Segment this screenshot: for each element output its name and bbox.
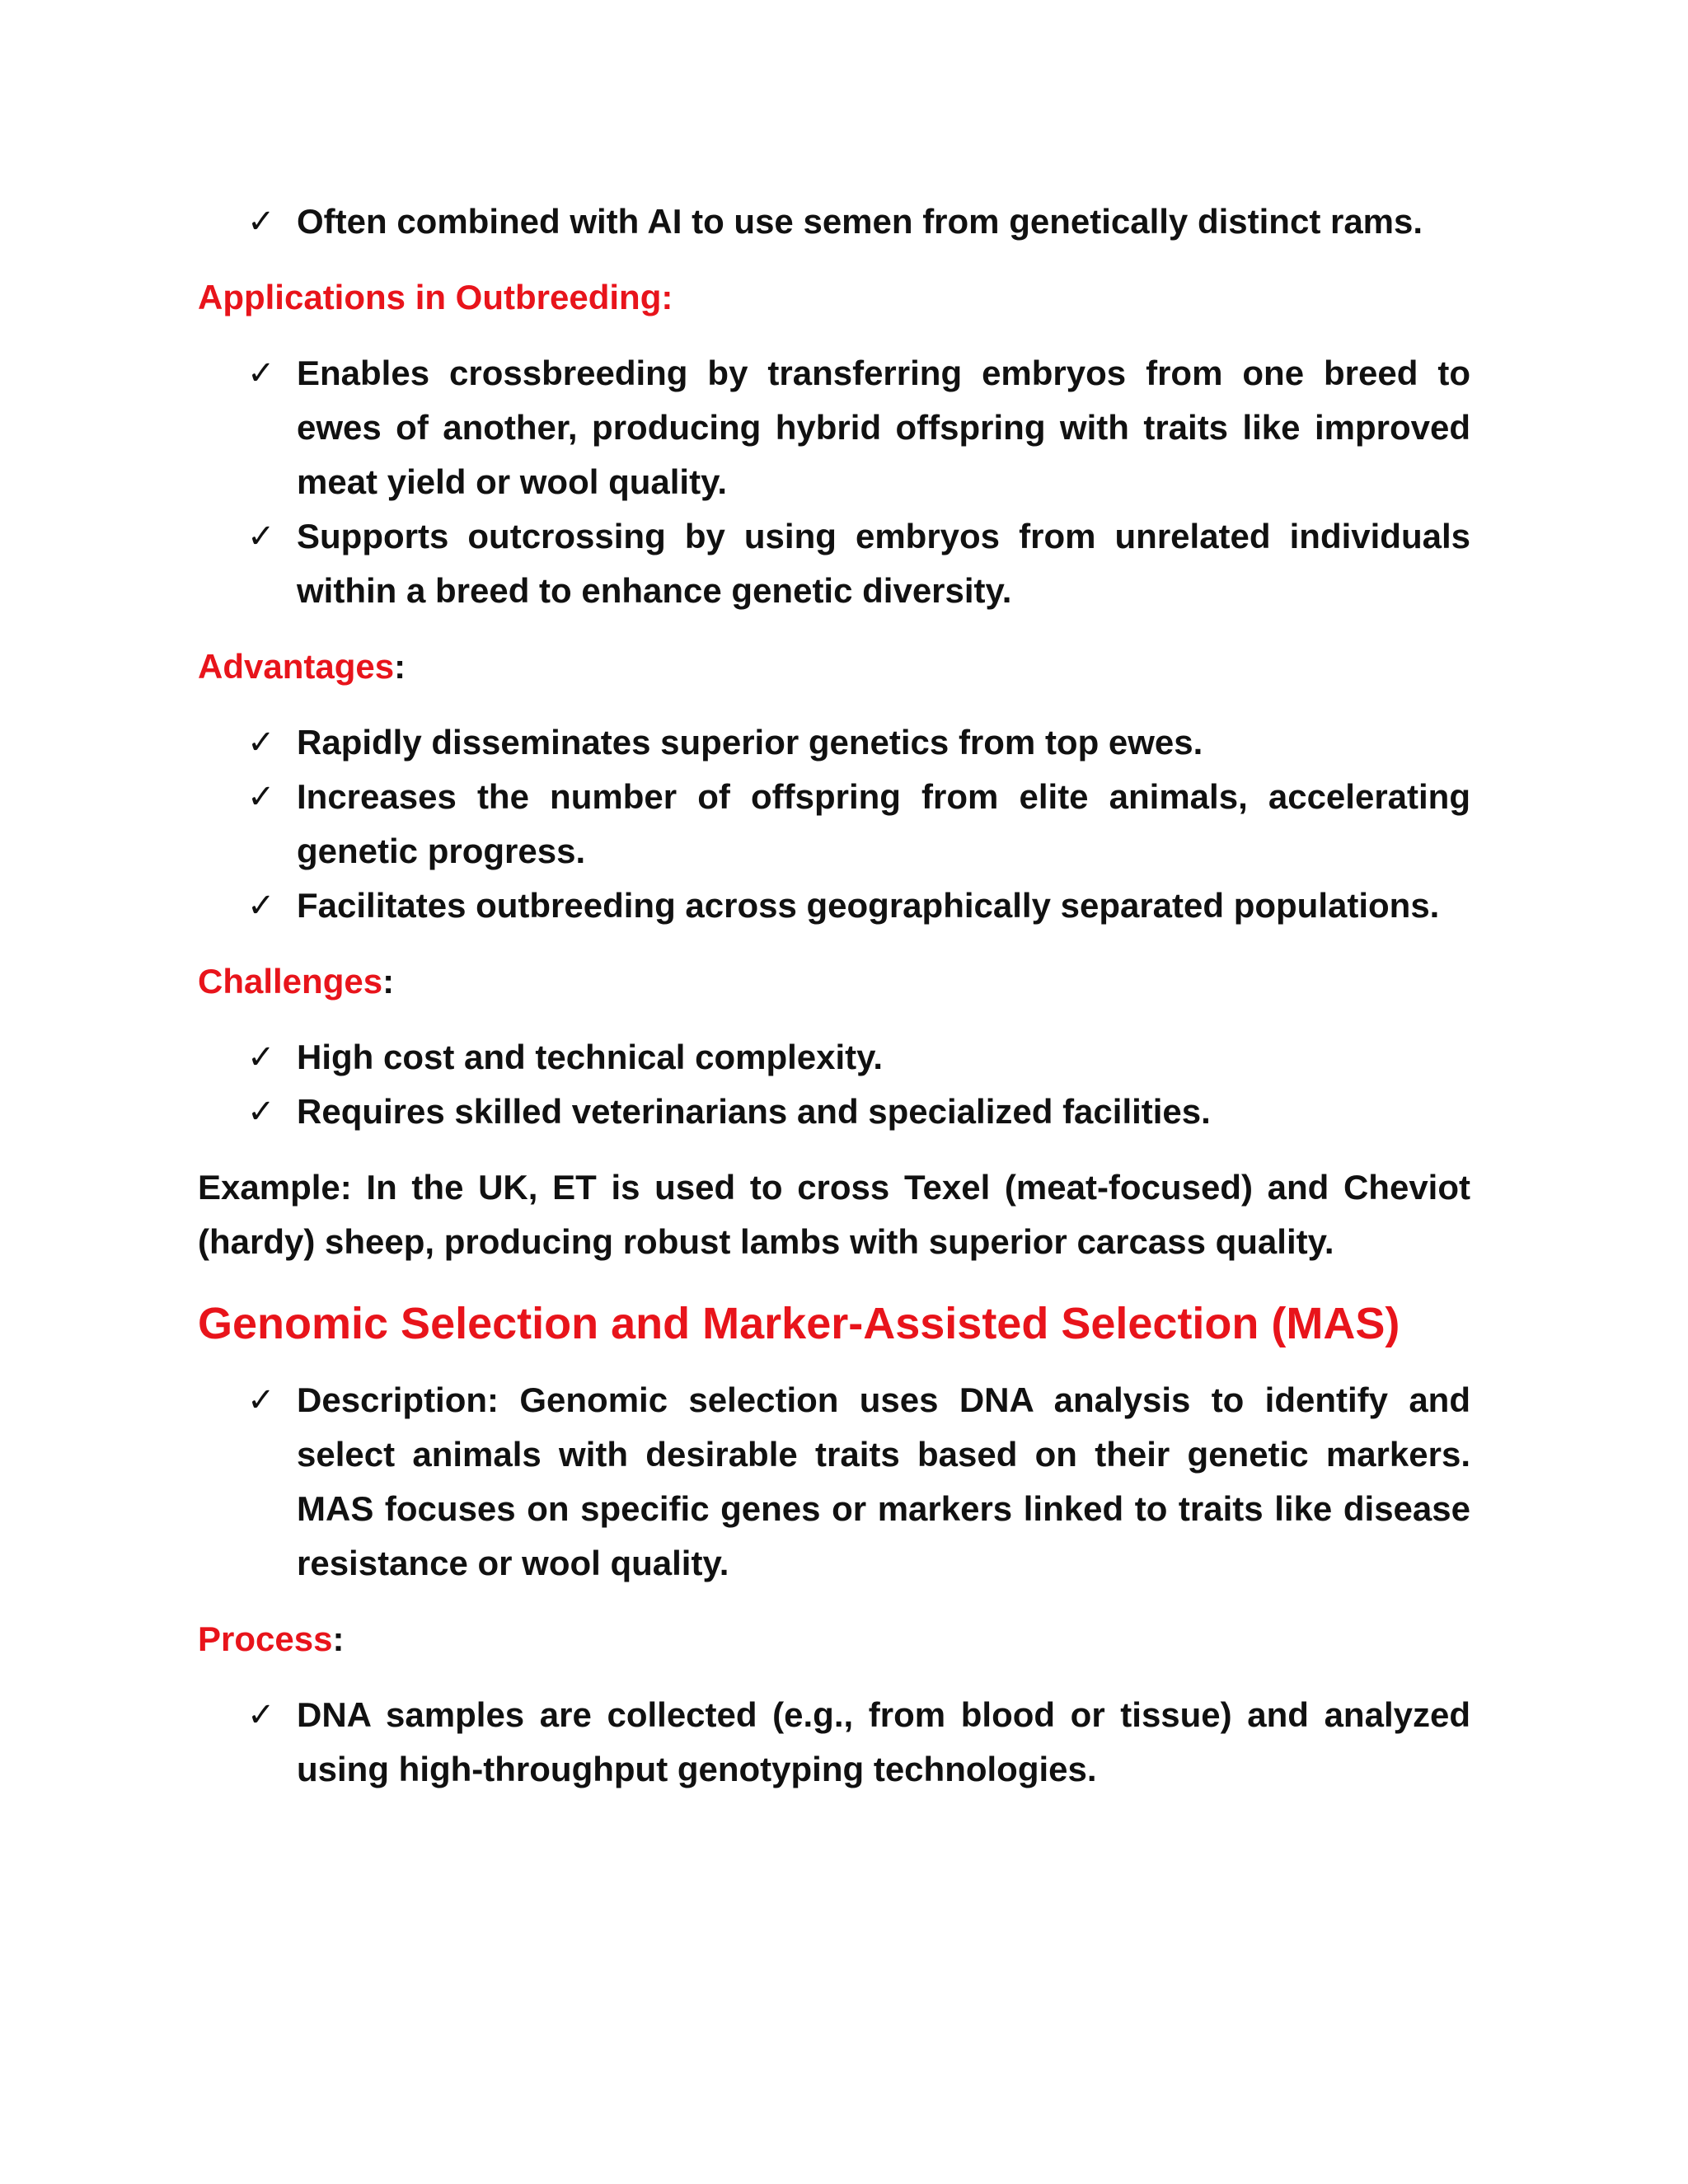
list-item bbox=[198, 1085, 1470, 1139]
heading-colon: : bbox=[332, 1619, 345, 1658]
list-item-text: Supports outcrossing by using embryos from unrelated individuals within a breed to enhance genetic diversity. bbox=[297, 517, 1470, 610]
top-checklist bbox=[198, 194, 1470, 249]
advantages-heading bbox=[198, 640, 1470, 694]
process-heading bbox=[198, 1612, 1470, 1666]
advantages-heading-label: Advantages bbox=[198, 647, 395, 686]
list-item-text: Enables crossbreeding by transferring embryos from one breed to ewes of another, producing hybrid offspring with traits like improved meat yield or wool quality. bbox=[297, 354, 1470, 501]
list-item bbox=[198, 509, 1470, 618]
example-paragraph: Example: In the UK, ET is used to cross Texel (meat-focused) and Cheviot (hardy) sheep, producing robust lambs with superior carcass quality. bbox=[198, 1168, 1470, 1261]
list-item bbox=[198, 879, 1470, 933]
check-mark-icon: ✓ bbox=[247, 1038, 275, 1076]
list-item bbox=[198, 1373, 1470, 1591]
challenges-heading-label: Challenges bbox=[198, 962, 383, 1001]
genomic-list bbox=[198, 1373, 1470, 1591]
list-item-text: Requires skilled veterinarians and specialized facilities. bbox=[297, 1092, 1211, 1131]
list-item-text: Often combined with AI to use semen from genetically distinct rams. bbox=[297, 202, 1423, 241]
document-page bbox=[198, 194, 1470, 1818]
section-title: Genomic Selection and Marker-Assisted Selection (MAS) bbox=[198, 1299, 1400, 1348]
check-mark-icon: ✓ bbox=[247, 724, 275, 762]
check-mark-icon: ✓ bbox=[247, 887, 275, 925]
list-item bbox=[198, 770, 1470, 879]
challenges-heading bbox=[198, 954, 1470, 1009]
process-heading-label: Process bbox=[198, 1619, 333, 1658]
applications-list bbox=[198, 346, 1470, 618]
heading-colon: : bbox=[394, 647, 406, 686]
list-item bbox=[198, 1030, 1470, 1085]
check-mark-icon: ✓ bbox=[247, 203, 275, 241]
list-item-text: Facilitates outbreeding across geographically separated populations. bbox=[297, 886, 1440, 925]
list-item bbox=[198, 346, 1470, 509]
challenges-list bbox=[198, 1030, 1470, 1139]
heading-colon: : bbox=[382, 962, 395, 1001]
check-mark-icon: ✓ bbox=[247, 354, 275, 392]
advantages-list bbox=[198, 715, 1470, 933]
list-item-text: High cost and technical complexity. bbox=[297, 1038, 884, 1076]
list-item-text: DNA samples are collected (e.g., from blood or tissue) and analyzed using high-throughput genotyping technologies. bbox=[297, 1695, 1470, 1788]
list-item bbox=[198, 715, 1470, 770]
process-list bbox=[198, 1688, 1470, 1797]
list-item-text: Rapidly disseminates superior genetics from top ewes. bbox=[297, 723, 1203, 762]
check-mark-icon: ✓ bbox=[247, 518, 275, 555]
check-mark-icon: ✓ bbox=[247, 1381, 275, 1419]
applications-heading: Applications in Outbreeding: bbox=[198, 278, 673, 316]
list-item bbox=[198, 1688, 1470, 1797]
check-mark-icon: ✓ bbox=[247, 1093, 275, 1131]
list-item-text: Description: Genomic selection uses DNA analysis to identify and select animals with desirable traits based on their genetic markers. MAS focuses on specific genes or markers linked to traits like disease resistance or wool quality. bbox=[297, 1380, 1470, 1582]
list-item bbox=[198, 194, 1470, 249]
check-mark-icon: ✓ bbox=[247, 1696, 275, 1734]
check-mark-icon: ✓ bbox=[247, 778, 275, 816]
list-item-text: Increases the number of offspring from elite animals, accelerating genetic progress. bbox=[297, 777, 1470, 870]
